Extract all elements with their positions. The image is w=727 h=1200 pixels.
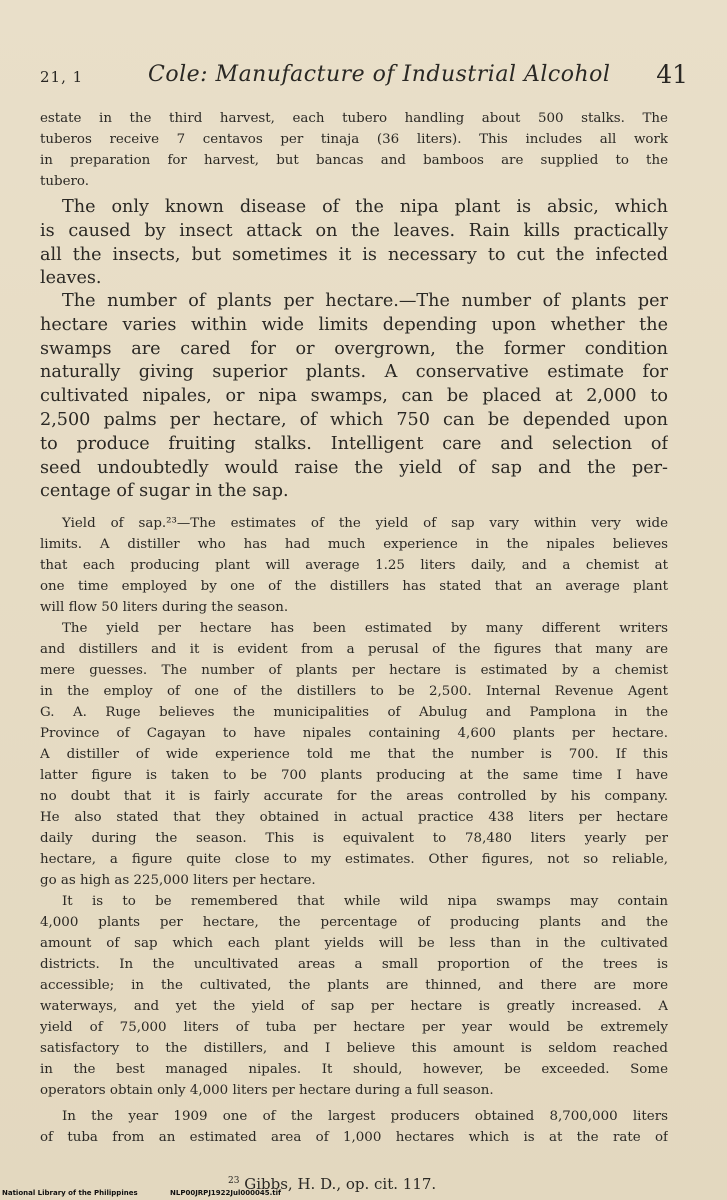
- footnote-mark: 23: [228, 1176, 240, 1186]
- text-line: limits. A distiller who has had much experience in the nipales believes: [40, 537, 668, 552]
- text-line: districts. In the uncultivated areas a small proportion of the trees is: [40, 957, 668, 972]
- text-line: mere guesses. The number of plants per hectare is estimated by a chemist: [40, 663, 668, 678]
- text-line: and distillers and it is evident from a perusal of the figures that many are: [40, 642, 668, 657]
- text-line: It is to be remembered that while wild nipa swamps may contain: [62, 894, 668, 909]
- paragraph-year-1909: [40, 1106, 668, 1148]
- text-line: in the employ of one of the distillers to be 2,500. Internal Revenue Agent: [40, 684, 668, 699]
- text-line: hectare varies within wide limits depending upon whether the: [40, 314, 668, 335]
- page-number: 41: [656, 60, 688, 89]
- text-line: tuberos receive 7 centavos per tinaja (36 liters). This includes all work: [40, 132, 668, 147]
- text-line: operators obtain only 4,000 liters per hectare during a full season.: [40, 1083, 494, 1098]
- text-line: to produce fruiting stalks. Intelligent care and selection of: [40, 433, 668, 454]
- text-line: accessible; in the cultivated, the plants are thinned, and there are more: [40, 978, 668, 993]
- text-line: estate in the third harvest, each tubero handling about 500 stalks. The: [40, 111, 668, 126]
- text-line: A distiller of wide experience told me that the number is 700. If this: [40, 747, 668, 762]
- text-line: tubero.: [40, 174, 89, 189]
- library-credit: National Library of the Philippines: [2, 1189, 138, 1197]
- text-line: centage of sugar in the sap.: [40, 481, 289, 502]
- text-line: He also stated that they obtained in actual practice 438 liters per hectare: [40, 810, 668, 825]
- text-line: is caused by insect attack on the leaves. Rain kills practically: [40, 220, 668, 241]
- text-line: all the insects, but sometimes it is necessary to cut the infected: [40, 244, 668, 265]
- text-line: in the best managed nipales. It should, however, be exceeded. Some: [40, 1062, 668, 1077]
- text-line: In the year 1909 one of the largest producers obtained 8,700,000 liters: [62, 1109, 668, 1124]
- text-line: leaves.: [40, 268, 102, 289]
- text-line: naturally giving superior plants. A conservative estimate for: [40, 362, 668, 383]
- text-line: in preparation for harvest, but bancas and bamboos are supplied to the: [40, 153, 668, 168]
- paragraph-disease: [40, 196, 668, 291]
- text-line: The number of plants per hectare.—The number of plants per: [62, 291, 668, 311]
- text-line: 4,000 plants per hectare, the percentage of producing plants and the: [40, 915, 668, 930]
- text-line: latter figure is taken to be 700 plants producing at the same time I have: [40, 768, 668, 783]
- scan-footer: [0, 1186, 727, 1200]
- text-line: no doubt that it is fairly accurate for the areas controlled by his company.: [40, 789, 668, 804]
- running-title: Cole: Manufacture of Industrial Alcohol: [148, 62, 611, 87]
- text-line: that each producing plant will average 1.25 liters daily, and a chemist at: [40, 558, 668, 573]
- footnote-text: Gibbs, H. D., op. cit. 117.: [244, 1175, 437, 1193]
- text-line: Province of Cagayan to have nipales containing 4,600 plants per hectare.: [40, 726, 668, 741]
- text-line: The yield per hectare has been estimated by many different writers: [62, 621, 668, 636]
- scan-filename: NLP00JRPJ1922Jul000045.tif: [170, 1189, 282, 1197]
- text-line: yield of 75,000 liters of tuba per hectare per year would be extremely: [40, 1020, 668, 1035]
- paragraph-plants-per-hectare: [40, 290, 668, 504]
- text-line: 2,500 palms per hectare, of which 750 can be depended upon: [40, 409, 668, 430]
- text-line: G. A. Ruge believes the municipalities of Abulug and Pamplona in the: [40, 705, 668, 720]
- issue-number: 21, 1: [40, 68, 84, 86]
- text-line: of tuba from an estimated area of 1,000 hectares which is at the rate of: [40, 1130, 668, 1145]
- text-line: satisfactory to the distillers, and I believe this amount is seldom reached: [40, 1041, 668, 1056]
- text-line: daily during the season. This is equivalent to 78,480 liters yearly per: [40, 831, 668, 846]
- text-line: amount of sap which each plant yields will be less than in the cultivated: [40, 936, 668, 951]
- paragraph-tubero-payment: [40, 108, 668, 192]
- text-line: seed undoubtedly would raise the yield of sap and the per-: [40, 457, 668, 478]
- text-line: go as high as 225,000 liters per hectare.: [40, 873, 316, 888]
- text-line: waterways, and yet the yield of sap per hectare is greatly increased. A: [40, 999, 668, 1014]
- text-line: will flow 50 liters during the season.: [40, 600, 289, 615]
- text-line: The only known disease of the nipa plant is absic, which: [62, 197, 668, 217]
- text-line: hectare, a figure quite close to my estimates. Other figures, not so reliable,: [40, 852, 668, 867]
- text-line: Yield of sap.²³—The estimates of the yield of sap vary within very wide: [62, 516, 668, 531]
- text-line: one time employed by one of the distillers has stated that an average plant: [40, 579, 668, 594]
- text-line: cultivated nipales, or nipa swamps, can be placed at 2,000 to: [40, 386, 668, 407]
- paragraph-yield-of-sap: [40, 513, 668, 618]
- paragraph-wild-swamps: [40, 891, 668, 1101]
- text-line: swamps are cared for or overgrown, the former condition: [40, 338, 668, 359]
- paragraph-yield-per-hectare: [40, 618, 668, 891]
- running-header: [40, 60, 688, 94]
